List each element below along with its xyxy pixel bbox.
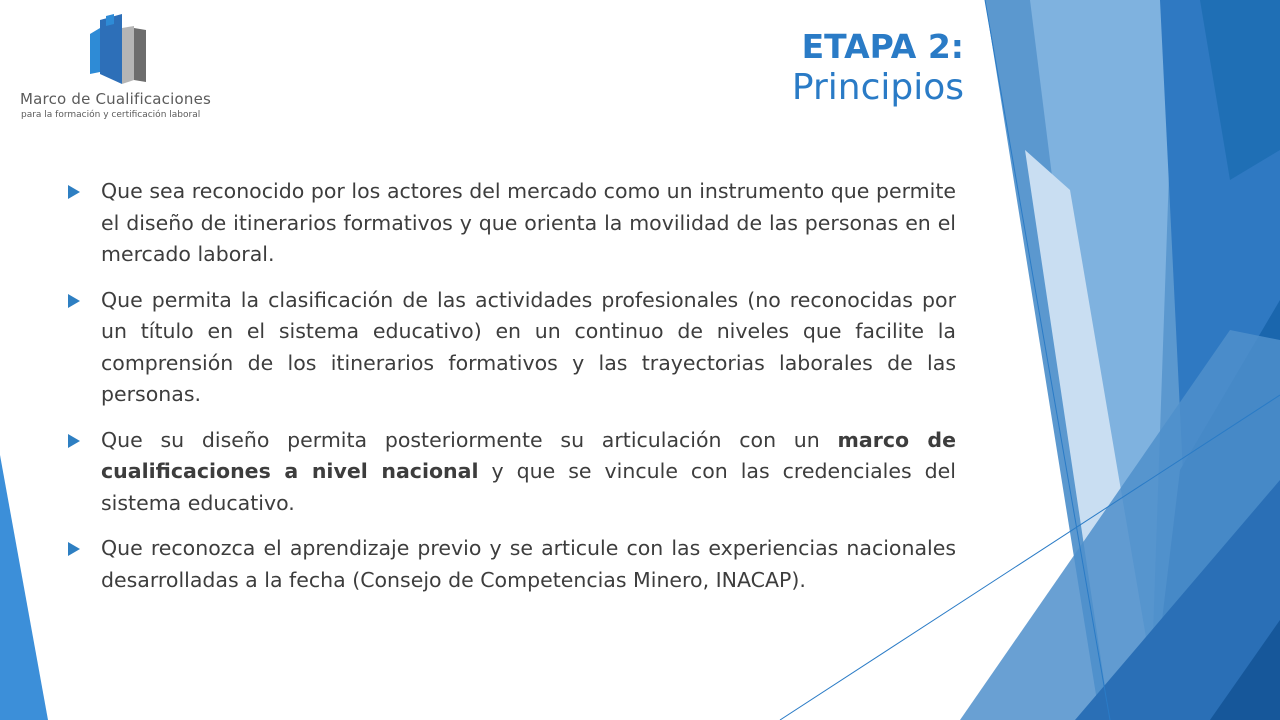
title-line-2: Principios bbox=[791, 66, 964, 108]
right-triangle-arrow-icon bbox=[68, 185, 80, 199]
bullet-text-segment: y que se vincule con las credenciales del sistema educativo. bbox=[101, 459, 956, 515]
bullet-text-segment: Que reconozca el aprendizaje previo y se articule con las experiencias nacionales desarrolladas a la fecha (Consejo de Competencias Minero, INACAP). bbox=[101, 536, 956, 592]
slide-title bbox=[792, 28, 964, 109]
bars-logo-icon bbox=[88, 14, 178, 88]
left-accent-shape bbox=[0, 455, 48, 720]
bullet-item bbox=[62, 176, 956, 271]
right-triangle-arrow-icon bbox=[68, 294, 80, 308]
right-triangle-arrow-icon bbox=[68, 434, 80, 448]
bullet-item bbox=[62, 425, 956, 520]
right-triangle-arrow-icon bbox=[68, 542, 80, 556]
bullet-text bbox=[101, 533, 956, 596]
bullet-text-segment: Que su diseño permita posteriormente su articulación con un bbox=[101, 427, 838, 452]
bullet-text-segment: Que permita la clasificación de las actividades profesionales (no reconocidas por un título en el sistema educativo) en un continuo de niveles que facilite la comprensión de los itinerarios formativos y las trayectorias laborales de las personas. bbox=[101, 287, 956, 406]
bullet-text-emphasis: marco de cualificaciones a nivel nacional bbox=[101, 427, 956, 483]
bullet-item bbox=[62, 533, 956, 596]
bullet-text bbox=[101, 425, 956, 520]
bullet-text bbox=[101, 285, 956, 411]
logo bbox=[20, 14, 235, 124]
title-line-1: ETAPA 2: bbox=[801, 27, 964, 66]
bullet-item bbox=[62, 285, 956, 411]
bullet-text-segment: Que sea reconocido por los actores del mercado como un instrumento que permite el diseño de itinerarios formativos y que orienta la movilidad de las personas en el mercado laboral. bbox=[101, 179, 956, 266]
logo-name: Marco de Cualificaciones bbox=[20, 90, 212, 108]
bullet-text bbox=[101, 176, 956, 271]
bullet-list bbox=[62, 176, 956, 610]
logo-subtitle: para la formación y certificación laboral bbox=[21, 110, 201, 120]
